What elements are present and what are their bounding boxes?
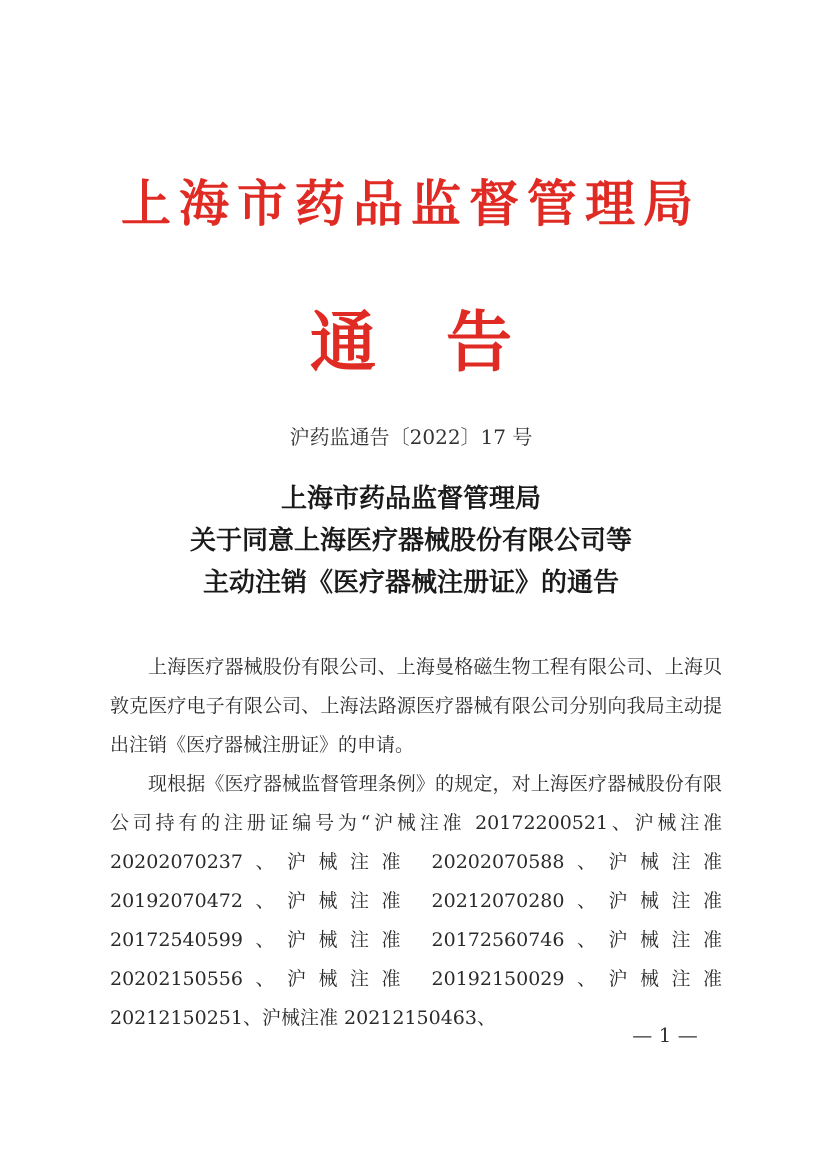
heading-line-1: 上海市药品监督管理局 [280,484,541,514]
agency-letterhead-title: 上海市药品监督管理局 [121,174,701,233]
notice-heading [0,478,822,604]
heading-line-3: 主动注销《医疗器械注册证》的通告 [202,568,619,598]
document-number: 沪药监通告〔2022〕17 号 [289,425,533,449]
heading-line-2: 关于同意上海医疗器械股份有限公司等 [189,526,632,556]
notice-body [110,648,722,1038]
document-type-title: 通告 [310,303,582,381]
body-paragraph-1: 上海医疗器械股份有限公司、上海曼格磁生物工程有限公司、上海贝敦克医疗电子有限公司、上海法路源医疗器械有限公司分别向我局主动提出注销《医疗器械注册证》的申请。 [110,656,722,756]
page-number: — 1 — [632,1023,698,1047]
body-paragraph-2: 现根据《医疗器械监督管理条例》的规定，对上海医疗器械股份有限公司持有的注册证编号为“沪械注准 20172200521、沪械注准 20202070237、沪械注准 20202070588、沪械注准 20192070472、沪械注准 20212070280、沪械注准 20172540599、沪械注准 20172560746、沪械注准 20202150556、沪械注准 20192150029、沪械注准 20212150251、沪械注准 20212150463、 [110,773,722,1029]
